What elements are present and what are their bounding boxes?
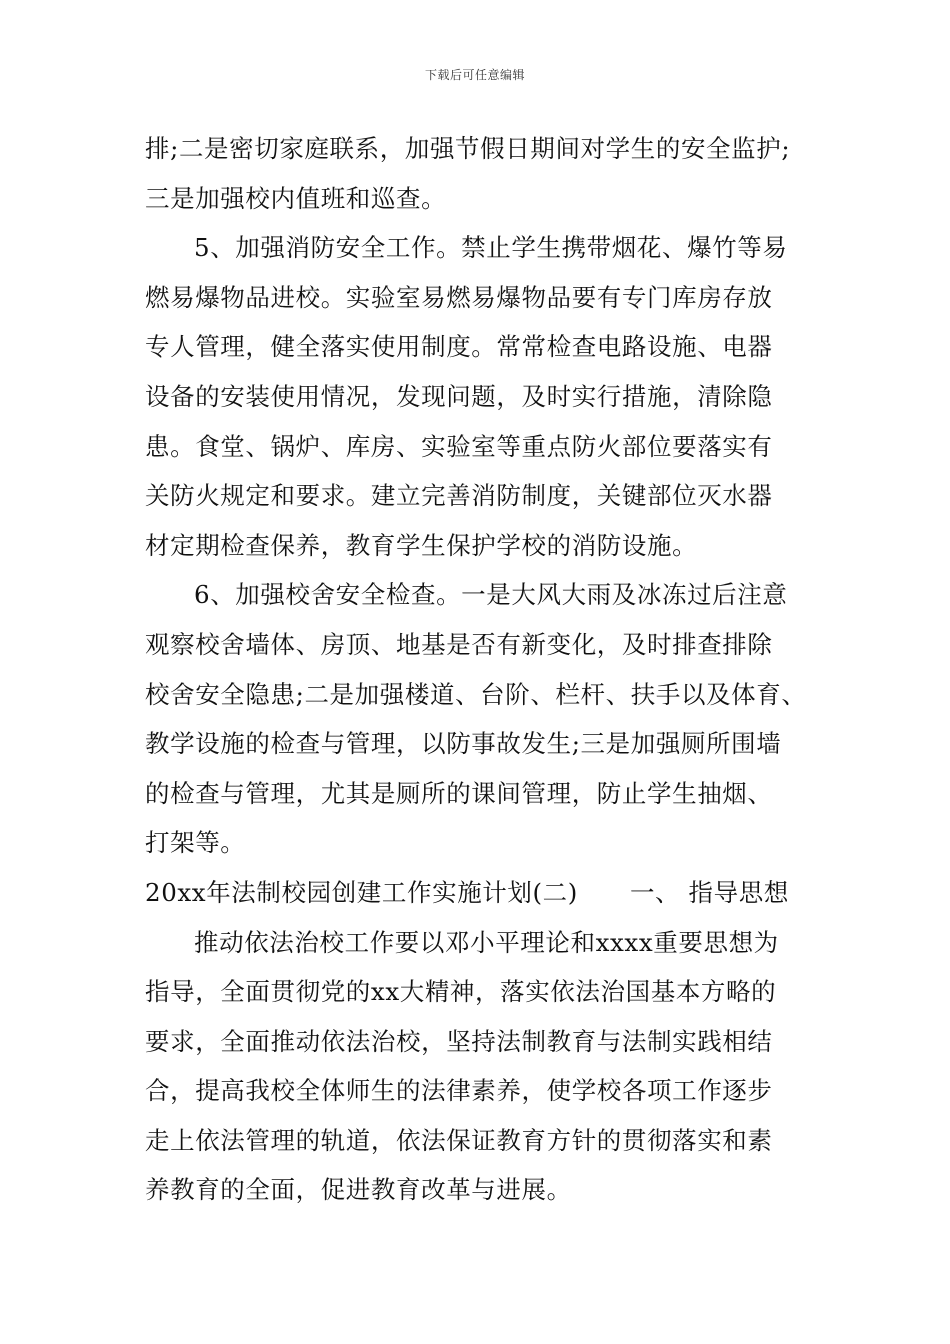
text-line: 校舍安全隐患;二是加强楼道、台阶、栏杆、扶手以及体育、: [145, 679, 807, 709]
text-line: 打架等。: [145, 828, 246, 858]
text-line: 三是加强校内值班和巡查。: [145, 183, 447, 213]
text-line: 专人管理，健全落实使用制度。常常检查电路设施、电器: [145, 332, 773, 362]
text-line: 教学设施的检查与管理，以防事故发生;三是加强厕所围墙: [145, 729, 782, 759]
paragraph-start-item-6: 6、加强校舍安全检查。一是大风大雨及冰冻过后注意: [194, 580, 788, 610]
text-line: 材定期检查保养，教育学生保护学校的消防设施。: [145, 530, 698, 560]
section-heading-row: [145, 868, 835, 918]
text-line: 的检查与管理，尤其是厕所的课间管理，防止学生抽烟、: [145, 778, 773, 808]
plan-title: 20xx年法制校园创建工作实施计划(二): [145, 877, 578, 907]
text-line: 燃易爆物品进校。实验室易燃易爆物品要有专门库房存放: [145, 282, 773, 312]
text-line: 设备的安装使用情况，发现问题，及时实行措施，清除隐: [145, 381, 773, 411]
text-line: 排;二是密切家庭联系，加强节假日期间对学生的安全监护;: [145, 134, 791, 163]
paragraph-start-item-5: 5、加强消防安全工作。禁止学生携带烟花、爆竹等易: [194, 233, 788, 263]
text-line: 合，提高我校全体师生的法律素养，使学校各项工作逐步: [145, 1076, 773, 1106]
text-line: 观察校舍墙体、房顶、地基是否有新变化，及时排查排除: [145, 629, 773, 659]
text-line: 患。食堂、锅炉、库房、实验室等重点防火部位要落实有: [145, 431, 773, 461]
paragraph-start-guiding-thought: 推动依法治校工作要以邓小平理论和xxxx重要思想为: [194, 927, 779, 957]
document-body: [145, 124, 835, 1215]
text-line: 指导，全面贯彻党的xx大精神，落实依法治国基本方略的: [145, 977, 777, 1007]
section-heading: 一、 指导思想: [629, 877, 789, 907]
page-header-note: 下载后可任意编辑: [424, 68, 525, 82]
text-line: 走上依法管理的轨道，依法保证教育方针的贯彻落实和素: [145, 1125, 773, 1155]
text-line: 养教育的全面，促进教育改革与进展。: [145, 1175, 572, 1205]
text-line: 关防火规定和要求。建立完善消防制度，关键部位灭水器: [145, 481, 773, 511]
text-line: 要求，全面推动依法治校，坚持法制教育与法制实践相结: [145, 1026, 773, 1056]
